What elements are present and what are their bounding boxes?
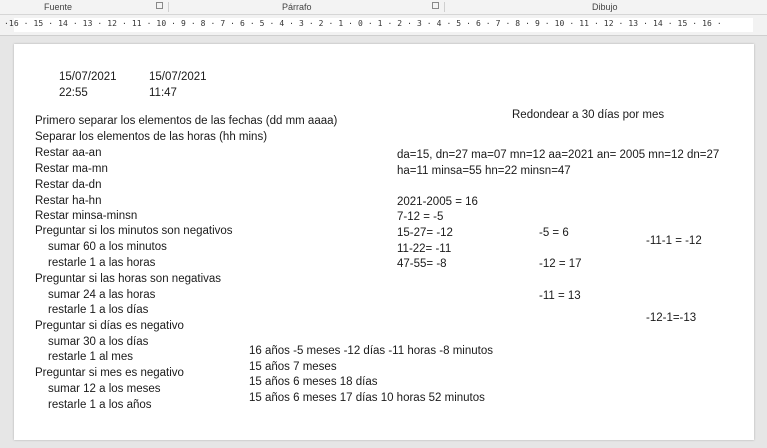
step-line: restarle 1 a los días [48, 304, 149, 316]
rounding-note: Redondear a 30 días por mes [512, 109, 665, 121]
date-end: 15/07/2021 [149, 71, 207, 83]
calc-days: 15-27= -12 [397, 227, 453, 239]
parrafo-dialog-launcher-icon[interactable] [432, 2, 439, 9]
step-line: restarle 1 a las horas [48, 257, 156, 269]
result-line: 15 años 7 meses [249, 361, 337, 373]
step-line: sumar 12 a los meses [48, 383, 161, 395]
time-variables: ha=11 minsa=55 hn=22 minsn=47 [397, 165, 571, 177]
result-line: 15 años 6 meses 18 días [249, 376, 378, 388]
step-line: Restar ma-mn [35, 163, 108, 175]
horizontal-ruler[interactable] [0, 15, 767, 36]
step-line: Restar da-dn [35, 179, 102, 191]
date-start: 15/07/2021 [59, 71, 117, 83]
calc-adjust-hours: -11 = 13 [539, 290, 581, 302]
ribbon-group-labels [0, 0, 767, 15]
ruler-scale: ·16 · 15 · 14 · 13 · 12 · 11 · 10 · 9 · 8 · 7 · 6 · 5 · 4 · 3 · 2 · 1 · 0 · 1 · 2 · 3 · 4 · 5 · 6 · 7 · 8 · 9 · 10 · 11 · 12 · 13 · 14 · 15 · 16 · [4, 19, 722, 28]
ribbon-group-dibujo: Dibujo [592, 2, 618, 12]
ribbon-separator [168, 2, 169, 12]
calc-hours: 11-22= -11 [397, 243, 452, 255]
calc-adjust-days: -12 = 17 [539, 258, 582, 270]
calc-minutes: 47-55= -8 [397, 258, 447, 270]
ribbon-group-parrafo: Párrafo [282, 2, 312, 12]
step-line: Preguntar si las horas son negativas [35, 273, 222, 285]
step-line: Preguntar si los minutos son negativos [35, 225, 233, 237]
step-line: Separar los elementos de las horas (hh mins) [35, 131, 268, 143]
date-variables: da=15, dn=27 ma=07 mn=12 aa=2021 an= 2005 mn=12 dn=27 [397, 149, 720, 161]
step-line: sumar 60 a los minutos [48, 241, 167, 253]
calc-days-borrow: -12-1=-13 [646, 312, 697, 324]
calc-months: 7-12 = -5 [397, 211, 444, 223]
step-line: Preguntar si días es negativo [35, 320, 184, 332]
fuente-dialog-launcher-icon[interactable] [156, 2, 163, 9]
step-line: Primero separar los elementos de las fechas (dd mm aaaa) [35, 115, 338, 127]
step-line: sumar 24 a las horas [48, 289, 156, 301]
calc-hours-borrow: -11-1 = -12 [646, 235, 702, 247]
time-end: 11:47 [149, 87, 177, 99]
step-line: Preguntar si mes es negativo [35, 367, 184, 379]
calc-years: 2021-2005 = 16 [397, 196, 478, 208]
step-line: sumar 30 a los días [48, 336, 149, 348]
step-line: restarle 1 a los años [48, 399, 152, 411]
result-line: 15 años 6 meses 17 días 10 horas 52 minutos [249, 392, 485, 404]
step-line: Restar minsa-minsn [35, 210, 138, 222]
step-line: Restar aa-an [35, 147, 102, 159]
step-line: Restar ha-hn [35, 195, 102, 207]
result-line: 16 años -5 meses -12 días -11 horas -8 minutos [249, 345, 493, 357]
ribbon-group-fuente: Fuente [44, 2, 73, 12]
document-page[interactable] [14, 44, 754, 440]
time-start: 22:55 [59, 87, 88, 99]
step-line: restarle 1 al mes [48, 351, 134, 363]
ribbon-separator [444, 2, 445, 12]
calc-adjust-months: -5 = 6 [539, 227, 569, 239]
